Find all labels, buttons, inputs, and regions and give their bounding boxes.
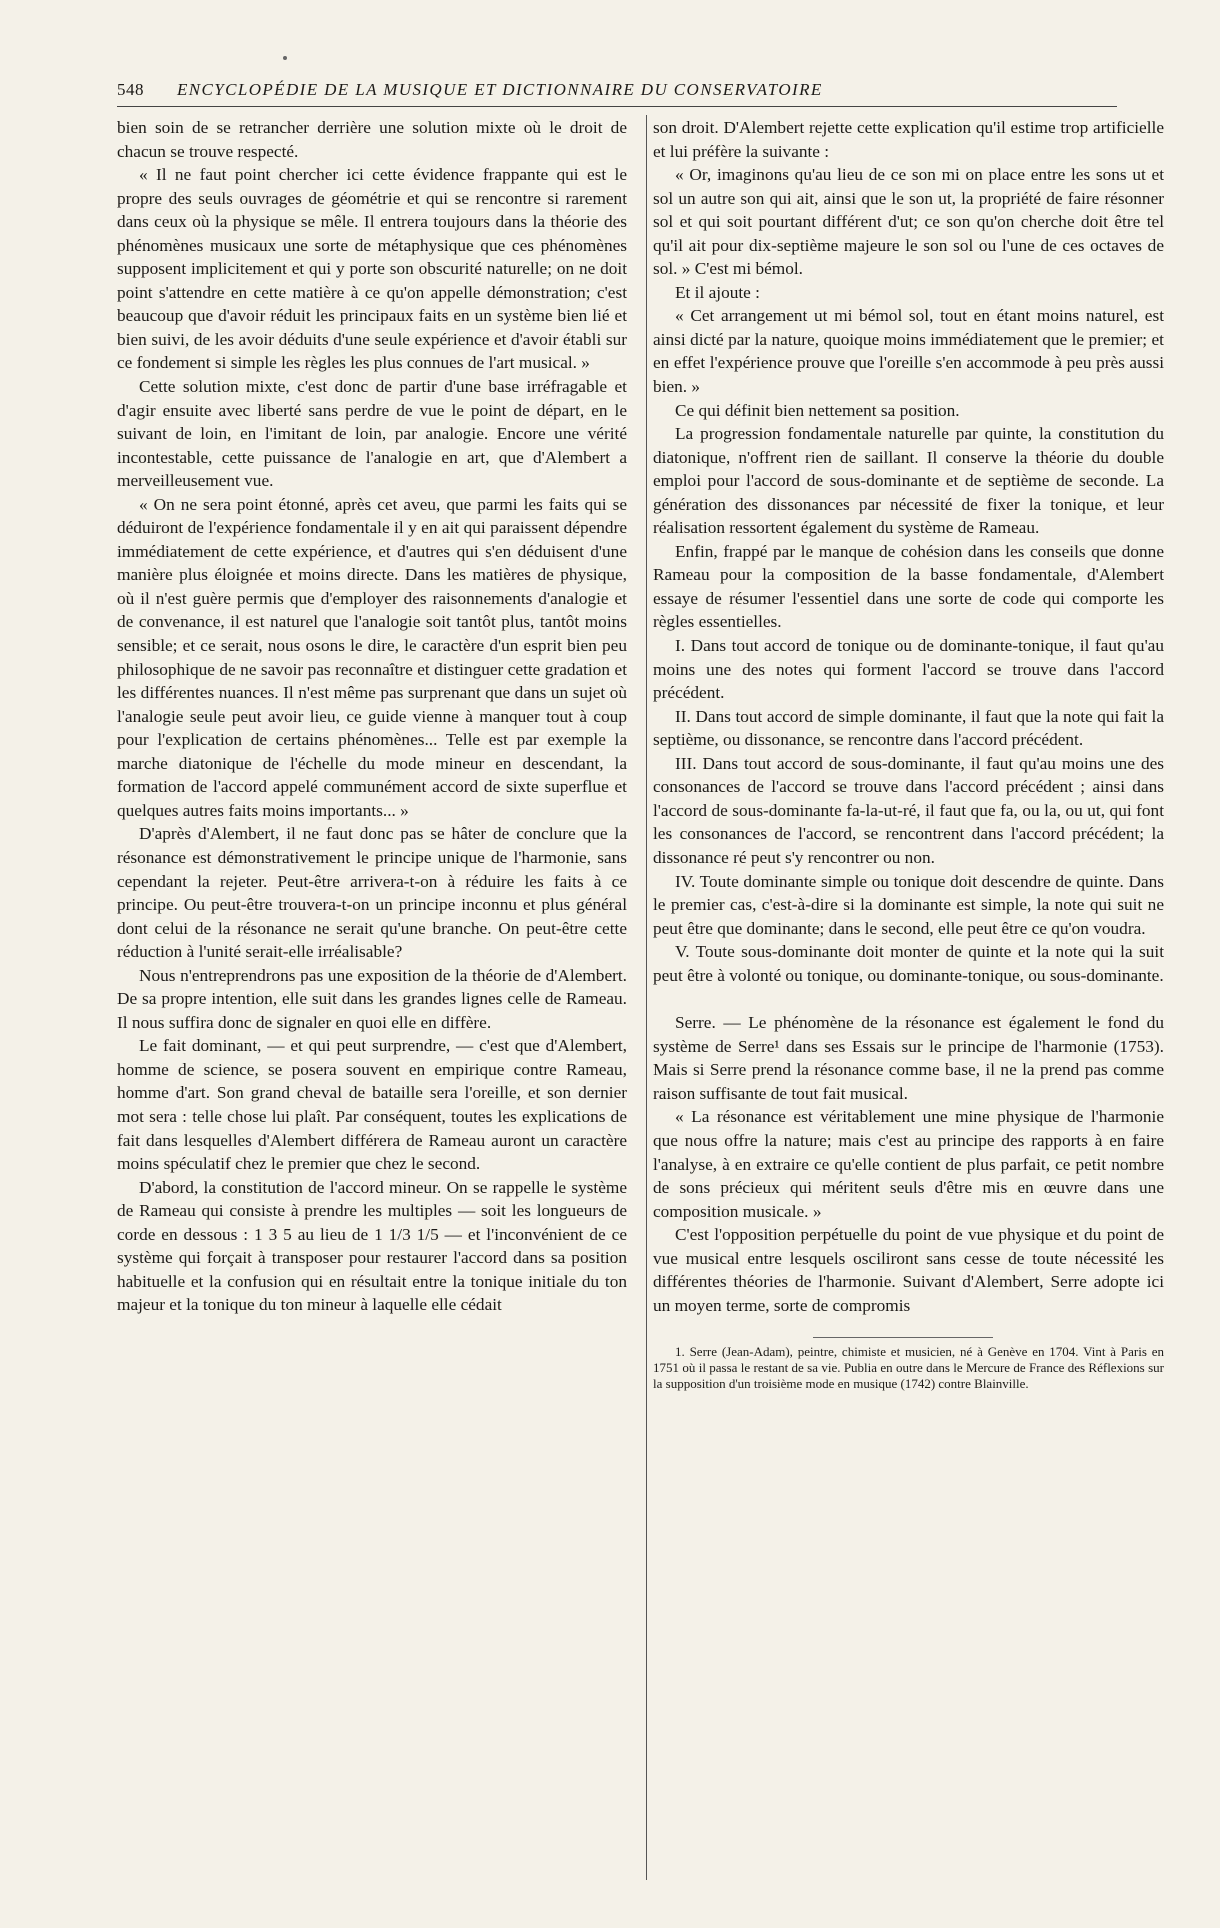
footnote <box>653 1344 1164 1392</box>
paragraph: bien soin de se retrancher derrière une solution mixte où le droit de chacun se trouve respecté. <box>117 118 627 161</box>
paragraph: son droit. D'Alembert rejette cette explication qu'il estime trop artificielle et lui préfère la suivante : <box>653 118 1164 161</box>
rule-item: IV. Toute dominante simple ou tonique doit descendre de quinte. Dans le premier cas, c'est-à-dire si la dominante est simple, la note qui suit ne peut être que dominante; dans le second, elle peut être ce qu'on voudra. <box>653 871 1164 938</box>
footnote-text: 1. Serre (Jean-Adam), peintre, chimiste et musicien, né à Genève en 1704. Vint à Paris en 1751 où il passa le restant de sa vie. Publia en outre dans le Mercure de France des Réflexions sur la supposition d'un troisième mode en musique (1742) contre Blainville. <box>653 1344 1164 1392</box>
paragraph: « Il ne faut point chercher ici cette évidence frappante qui est le propre des seuls ouvrages de géométrie et qui se rencontre si rarement dans ceux où la physique se mêle. Il entrera toujours dans la théorie des phénomènes musicaux une sorte de métaphysique que ces phénomènes supposent implicitement et qui y porte son obscurité naturelle; on ne doit point s'attendre en cette matière à ce qu'on appelle démonstration; c'est beaucoup que d'avoir réduit les principaux faits en un système bien lié et bien suivi, de les avoir déduits d'une seule expérience et d'avoir établi sur ce fondement si simple les règles les plus connues de l'art musical. » <box>117 165 627 373</box>
rule-item: V. Toute sous-dominante doit monter de quinte et la note qui la suit peut être à volonté ou tonique, ou dominante-tonique, ou sous-dominante. <box>653 942 1164 985</box>
running-title: ENCYCLOPÉDIE DE LA MUSIQUE ET DICTIONNAIRE DU CONSERVATOIRE <box>177 80 823 99</box>
paragraph: Nous n'entreprendrons pas une exposition de la théorie de d'Alembert. De sa propre intention, elle suit dans les grandes lignes celle de Rameau. Il nous suffira donc de signaler en quoi elle en diffère. <box>117 965 627 1032</box>
rule-item: III. Dans tout accord de sous-dominante, il faut qu'au moins une des consonances de l'accord se trouve dans l'accord précédent ; ainsi dans l'accord de sous-dominante fa-la-ut-ré, il faut que fa, ou la, ou ut, qui font les consonances de l'accord, se rencontrent dans l'accord précédent; la dissonance ré peut s'y rencontrer ou non. <box>653 753 1164 867</box>
right-column <box>653 116 1164 1392</box>
left-column <box>117 116 627 1317</box>
paragraph: D'abord, la constitution de l'accord mineur. On se rappelle le système de Rameau qui consiste à prendre les multiples — soit les longueurs de corde en dessous : 1 3 5 au lieu de 1 1/3 1/5 — et l'inconvénient de ce système qui forçait à transposer pour restaurer l'accord dans sa position habituelle et la confusion qui en résultait entre la tonique initiale du ton majeur et la tonique du ton mineur à laquelle elle cédait <box>117 1177 627 1315</box>
paragraph: Cette solution mixte, c'est donc de partir d'une base irréfragable et d'agir ensuite avec liberté sans perdre de vue le point de départ, en le suivant de loin, en l'imitant de loin, par analogie. Encore une vérité incontestable, cette puissance de l'analogie en art, que d'Alembert a merveilleusement vue. <box>117 377 627 491</box>
section-serre: Serre. — Le phénomène de la résonance est également le fond du système de Serre¹ dans ses Essais sur le principe de l'harmonie (1753). Mais si Serre prend la résonance comme base, il ne la prend pas comme raison suffisante de tout fait musical. <box>653 1013 1164 1103</box>
footnote-rule <box>813 1337 993 1338</box>
rule-item: II. Dans tout accord de simple dominante, il faut que la note qui fait la septième, ou dissonance, se rencontre dans l'accord précédent. <box>653 706 1164 750</box>
paragraph: « On ne sera point étonné, après cet aveu, que parmi les faits qui se déduiront de l'expérience fondamentale il y en ait qui paraissent dépendre immédiatement de cette expérience, et d'autres qui s'en déduisent d'une manière plus éloignée et moins directe. Dans les matières de physique, où il n'est guère permis que d'employer des raisonnements d'analogie et de convenance, il est naturel que l'analogie soit tantôt plus, tantôt moins sensible; et ce serait, nous osons le dire, le caractère d'un esprit bien peu philosophique de ne savoir pas reconnaître et distinguer cette gradation et les différentes nuances. Il n'est même pas surprenant que dans un sujet où l'analogie seule peut avoir lieu, ce guide vienne à manquer tout à coup pour l'explication de certains phénomènes... Telle est par exemple la marche diatonique de l'échelle du mode mineur en descendant, la formation de l'accord appelé communément accord de sixte superflue et quelques autres faits moins importants... » <box>117 494 627 820</box>
rule-item: I. Dans tout accord de tonique ou de dominante-tonique, il faut qu'au moins une des notes qui forment l'accord se trouve dans l'accord précédent. <box>653 636 1164 703</box>
page-header <box>117 80 1117 100</box>
header-rule <box>117 106 1117 107</box>
paragraph: C'est l'opposition perpétuelle du point de vue physique et du point de vue musical entre lesquels osciliront sans cesse de toute nécessité les différentes théories de l'harmonie. Suivant d'Alembert, Serre adopte ici un moyen terme, sorte de compromis <box>653 1225 1164 1315</box>
paragraph: « La résonance est véritablement une mine physique de l'harmonie que nous offre la nature; mais c'est au principe des rapports à en faire l'analyse, à en extraire ce qu'elle contient de plus parfait, ce petit nombre de sons précieux qui méritent seuls d'être mis en œuvre dans une composition musicale. » <box>653 1107 1164 1221</box>
paragraph: Le fait dominant, — et qui peut surprendre, — c'est que d'Alembert, homme de science, se posera souvent en empirique contre Rameau, homme d'art. Son grand cheval de bataille sera l'oreille, et son dernier mot sera : telle chose lui plaît. Par conséquent, toutes les explications de fait dans lesquelles d'Alembert différera de Rameau auront un caractère moins spéculatif chez le premier que chez le second. <box>117 1036 627 1174</box>
column-divider <box>646 115 647 1880</box>
paragraph: « Or, imaginons qu'au lieu de ce son mi on place entre les sons ut et sol un autre son qui ait, ainsi que le son ut, la propriété de faire résonner sol et qui soit pourtant différent d'ut; ce son qu'on cherche doit être tel qu'il ait pour dix-septième majeure le son sol ou l'une de ces octaves de sol. » C'est mi bémol. <box>653 165 1164 279</box>
page-number: 548 <box>117 80 144 99</box>
paragraph: D'après d'Alembert, il ne faut donc pas se hâter de conclure que la résonance est démonstrativement le principe unique de l'harmonie, sans cependant la rejeter. Peut-être arrivera-t-on à réduire les faits à ce principe. Ou peut-être trouvera-t-on un principe inconnu et plus général dont celui de la résonance ne serait qu'une branche. On peut-être cette réduction à l'unité serait-elle irréalisable? <box>117 824 627 962</box>
paragraph: Ce qui définit bien nettement sa position. <box>675 400 960 420</box>
ink-speck <box>283 56 287 60</box>
paragraph: Et il ajoute : <box>675 282 760 302</box>
paragraph: « Cet arrangement ut mi bémol sol, tout en étant moins naturel, est ainsi dicté par la nature, quoique moins immédiatement que le premier; et en effet l'expérience prouve que l'oreille s'en accommode à peu près aussi bien. » <box>653 306 1164 397</box>
paragraph: Enfin, frappé par le manque de cohésion dans les conseils que donne Rameau pour la composition de la basse fondamentale, d'Alembert essaye de résumer l'essentiel dans une sorte de code qui comporte les règles essentielles. <box>653 541 1164 632</box>
paragraph: La progression fondamentale naturelle par quinte, la constitution du diatonique, n'offrent rien de saillant. Il conserve la théorie du double emploi pour l'accord de sous-dominante et de septième de seconde. La génération des dissonances par nécessité de fixer la tonique, et leur réalisation ressortent également du système de Rameau. <box>653 424 1164 538</box>
